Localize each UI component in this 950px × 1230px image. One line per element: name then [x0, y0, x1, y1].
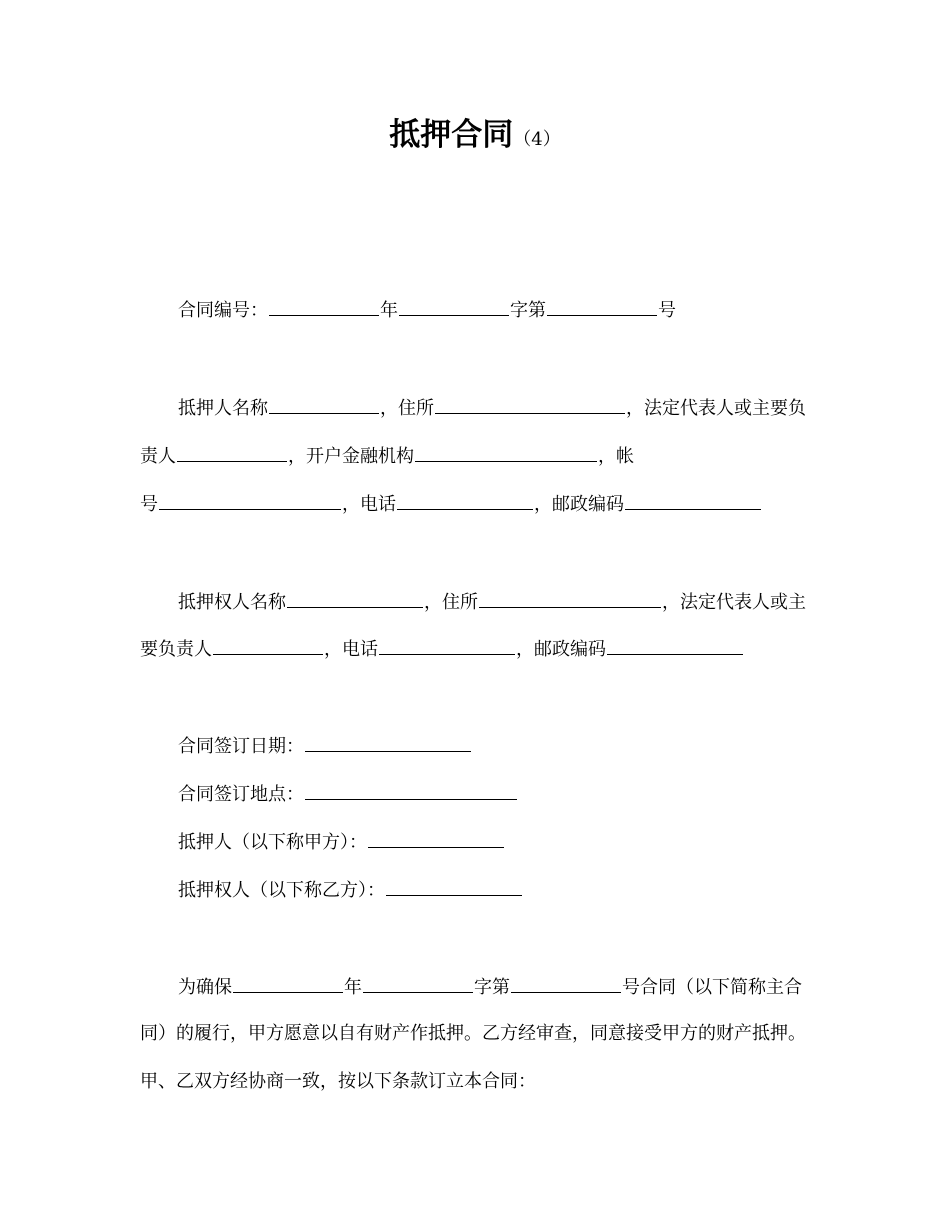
preamble-blank-3[interactable]: [511, 974, 621, 993]
party-b-line: [178, 877, 523, 901]
mortgagor-rep-label-2: 责人: [140, 446, 176, 467]
mortgagee-line-2: [140, 636, 744, 660]
mortgagee-phone-label: ，电话: [324, 639, 378, 660]
preamble-tail: 号合同（以下简称主合: [622, 977, 802, 998]
sign-place-line: [178, 781, 518, 805]
zi-label: 字第: [510, 300, 546, 321]
mortgagor-rep-blank[interactable]: [177, 443, 287, 462]
sign-date-blank[interactable]: [305, 733, 471, 752]
party-b-label: 抵押权人（以下称乙方）：: [178, 880, 385, 901]
mortgagee-name-blank[interactable]: [287, 589, 423, 608]
preamble-blank-1[interactable]: [233, 974, 343, 993]
mortgagor-account-label: ，帐: [598, 446, 634, 467]
title-suffix: （4）: [513, 129, 561, 150]
contract-number-blank-2[interactable]: [399, 297, 509, 316]
mortgagor-line-2: [140, 443, 634, 467]
preamble-line-2: 同）的履行，甲方愿意以自有财产作抵押。乙方经审查，同意接受甲方的财产抵押。: [140, 1023, 806, 1044]
preamble-zi: 字第: [474, 977, 510, 998]
mortgagee-rep-blank[interactable]: [213, 636, 323, 655]
mortgagee-rep-label-2: 要负责人: [140, 639, 212, 660]
mortgagee-postcode-blank[interactable]: [607, 636, 743, 655]
preamble-blank-2[interactable]: [363, 974, 473, 993]
mortgagor-bank-blank[interactable]: [415, 443, 597, 462]
mortgagee-address-blank[interactable]: [479, 589, 661, 608]
mortgagor-phone-label: ，电话: [342, 494, 396, 515]
party-a-blank[interactable]: [368, 829, 504, 848]
preamble-lead: 为确保: [178, 977, 232, 998]
mortgagor-address-blank[interactable]: [435, 395, 625, 414]
mortgagee-rep-label: ，法定代表人或主: [662, 592, 806, 613]
mortgagee-postcode-label: ，邮政编码: [516, 639, 606, 660]
mortgagor-account-label-2: 号: [140, 494, 158, 515]
mortgagor-name-label: 抵押人名称: [178, 398, 268, 419]
mortgagor-line-1: [178, 395, 806, 419]
mortgagor-phone-blank[interactable]: [397, 491, 533, 510]
mortgagor-account-blank[interactable]: [159, 491, 341, 510]
preamble-year: 年: [344, 977, 362, 998]
party-b-blank[interactable]: [386, 877, 522, 896]
title-text: 抵押合同: [389, 117, 514, 153]
page-title: [0, 112, 950, 163]
sign-place-label: 合同签订地点：: [178, 784, 304, 805]
preamble-line-3: 甲、乙双方经协商一致，按以下条款订立本合同：: [140, 1071, 536, 1092]
mortgagee-address-label: ，住所: [424, 592, 478, 613]
hao-label: 号: [658, 300, 676, 321]
mortgagor-postcode-blank[interactable]: [625, 491, 761, 510]
mortgagor-line-3: [140, 491, 762, 515]
preamble-line-1: [178, 974, 802, 998]
contract-number-line: [178, 297, 676, 321]
sign-date-label: 合同签订日期：: [178, 736, 304, 757]
year-label: 年: [380, 300, 398, 321]
mortgagor-rep-label: ，法定代表人或主要负: [626, 398, 806, 419]
contract-number-blank-1[interactable]: [269, 297, 379, 316]
mortgagor-bank-label: ，开户金融机构: [288, 446, 414, 467]
contract-number-blank-3[interactable]: [547, 297, 657, 316]
contract-number-label: 合同编号：: [178, 300, 268, 321]
party-a-label: 抵押人（以下称甲方）：: [178, 832, 367, 853]
mortgagee-name-label: 抵押权人名称: [178, 592, 286, 613]
sign-place-blank[interactable]: [305, 781, 517, 800]
sign-date-line: [178, 733, 472, 757]
party-a-line: [178, 829, 505, 853]
mortgagee-phone-blank[interactable]: [379, 636, 515, 655]
mortgagor-postcode-label: ，邮政编码: [534, 494, 624, 515]
mortgagor-name-blank[interactable]: [269, 395, 379, 414]
mortgagee-line-1: [178, 589, 806, 613]
mortgagor-address-label: ，住所: [380, 398, 434, 419]
